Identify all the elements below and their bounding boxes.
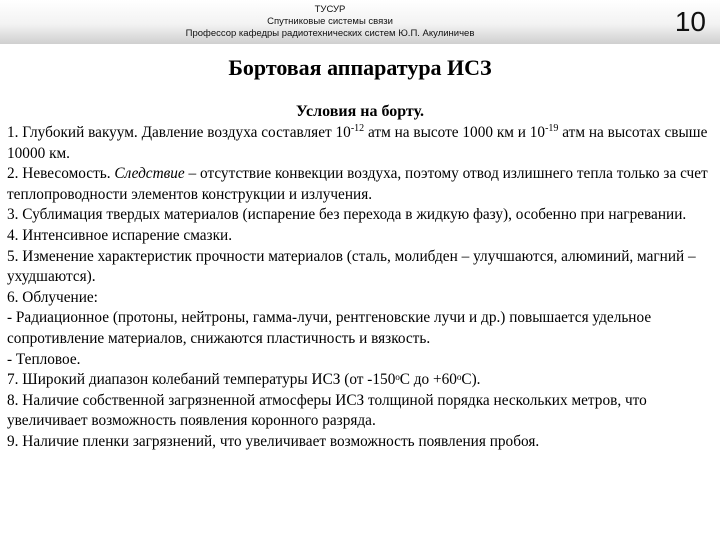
list-item-8: 8. Наличие собственной загрязненной атмосферы ИСЗ толщиной порядка нескольких метров, что увеличивает возможность появления коронного разряда. xyxy=(7,391,647,430)
list-item-7: 7. Широкий диапазон колебаний температуры ИСЗ (от -150ᵒС до +60ᵒС). xyxy=(7,371,481,389)
list-item-6: 6. Облучение: xyxy=(7,288,98,306)
list-item-6a: - Радиационное (протоны, нейтроны, гамма-лучи, рентгеновские лучи и др.) повышается удельное сопротивление материалов, снижаются пластичность и вязкость. xyxy=(7,309,652,347)
slide-number: 10 xyxy=(674,6,706,37)
list-item-4: 4. Интенсивное испарение смазки. xyxy=(7,226,233,244)
course-name: Спутниковые системы связи xyxy=(267,16,393,27)
author-line: Профессор кафедры радиотехнических систем Ю.П. Акулиничев xyxy=(185,28,475,39)
consequence-label: Следствие xyxy=(114,165,185,183)
exponent-1: -12 xyxy=(350,123,365,134)
university-name: ТУСУР xyxy=(314,4,346,15)
slide-header xyxy=(0,0,720,44)
list-item-6b: - Тепловое. xyxy=(7,350,81,368)
slide-subtitle: Условия на борту. xyxy=(296,103,424,120)
header-info xyxy=(180,4,480,40)
list-item-2: 2. Невесомость. Следствие – отсутствие конвекции воздуха, поэтому отвод излишнего тепла только за счет теплопроводности элементов конструкции и излучения. xyxy=(7,165,708,203)
list-item-9: 9. Наличие пленки загрязнений, что увеличивает возможность появления пробоя. xyxy=(7,432,540,450)
list-item-5: 5. Изменение характеристик прочности материалов (сталь, молибден – улучшаются, алюминий, магний – ухудшаются). xyxy=(7,247,696,286)
slide-content xyxy=(7,123,715,453)
list-item-3: 3. Сублимация твердых материалов (испарение без перехода в жидкую фазу), особенно при нагревании. xyxy=(7,206,687,224)
list-item-1: 1. Глубокий вакуум. Давление воздуха составляет $10^{-12}$ атм на высоте 1000 км и $10^{-19}$ атм на высотах свыше 10000 км. xyxy=(7,123,708,162)
slide-title: Бортовая аппаратура ИСЗ xyxy=(228,55,492,80)
exponent-2: -19 xyxy=(545,123,559,134)
